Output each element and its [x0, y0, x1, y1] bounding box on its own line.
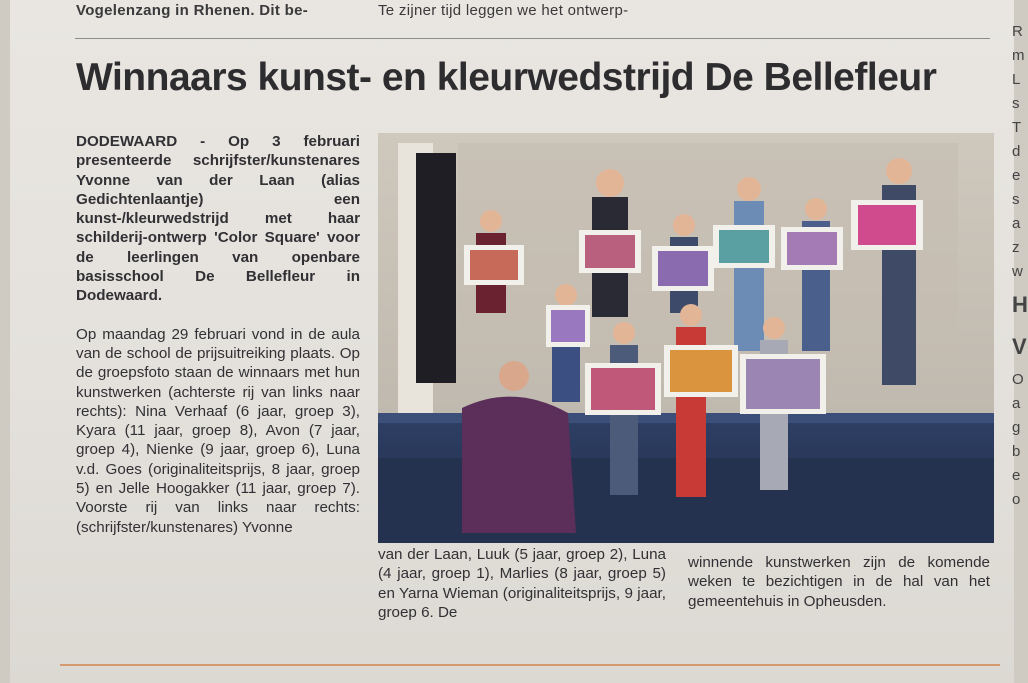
edge-letter: d — [1012, 143, 1021, 160]
article-lead: DODEWAARD - Op 3 februari presenteerde schrijfster/kunstenares Yvonne van der Laan (alias Gedichtenlaantje) een kunst-/kleurwedstrijd met haar schilderij-ontwerp 'Color Square' voor de leerlingen van openbare basisschool De Bellefleur in Dodewaard. — [76, 133, 360, 305]
edge-letter: R — [1012, 23, 1023, 40]
edge-letter: O — [1012, 371, 1024, 388]
edge-letter: e — [1012, 467, 1021, 484]
edge-letter: s — [1012, 95, 1020, 112]
article-headline: Winnaars kunst- en kleurwedstrijd De Bellefleur — [76, 56, 937, 99]
edge-letter: H — [1012, 292, 1028, 317]
edge-letter: V — [1012, 334, 1027, 359]
edge-letter: o — [1012, 491, 1021, 508]
article-body-1: Op maandag 29 februari vond in de aula van de school de prijsuitreiking plaats. Op de groepsfoto staan de winnaars met hun kunstwerken (achterste rij van links naar rechts): Nina Verhaaf (6 jaar, groep 3), Kyara (11 jaar, groep 8), Avon (7 jaar, groep 4), Nienke (9 jaar, groep 6), Luna v.d. Goes (originaliteitsprijs, 8 jaar, groep 5) en Jelle Hoogakker (11 jaar, groep 7). Voorste rij van links naar rechts: (schrijfster/kunstenares) Yvonne — [76, 325, 360, 536]
top-divider — [75, 38, 990, 39]
edge-letter: s — [1012, 191, 1020, 208]
bottom-divider — [60, 664, 1000, 666]
article-body-3: winnende kunstwerken zijn de komende weken te bezichtigen in de hal van het gemeentehuis in Opheusden. — [688, 554, 990, 610]
group-photo — [378, 133, 994, 543]
article-column-1 — [76, 132, 360, 537]
edge-letter: z — [1012, 239, 1020, 256]
article-column-3 — [688, 553, 990, 611]
article-body-2: van der Laan, Luuk (5 jaar, groep 2), Luna (4 jaar, groep 1), Marlies (8 jaar, groep 5) en Yarna Wieman (originaliteitsprijs, 9 jaar, groep 6. De — [378, 546, 666, 621]
edge-letter: a — [1012, 215, 1021, 232]
prev-article-fragment-right: Te zijner tijd leggen we het ontwerp- — [378, 2, 629, 19]
edge-letter: w — [1012, 263, 1023, 280]
edge-letter: m — [1012, 47, 1025, 64]
edge-letter: L — [1012, 71, 1021, 88]
edge-letter: g — [1012, 419, 1021, 436]
edge-letter: a — [1012, 395, 1021, 412]
group-photo-illustration — [378, 133, 994, 543]
article-column-2 — [378, 545, 666, 622]
edge-letter: e — [1012, 167, 1021, 184]
edge-letter: T — [1012, 119, 1022, 136]
edge-letter: b — [1012, 443, 1021, 460]
next-column-edge — [1012, 0, 1028, 683]
prev-article-fragment-left: Vogelenzang in Rhenen. Dit be- — [76, 2, 309, 19]
